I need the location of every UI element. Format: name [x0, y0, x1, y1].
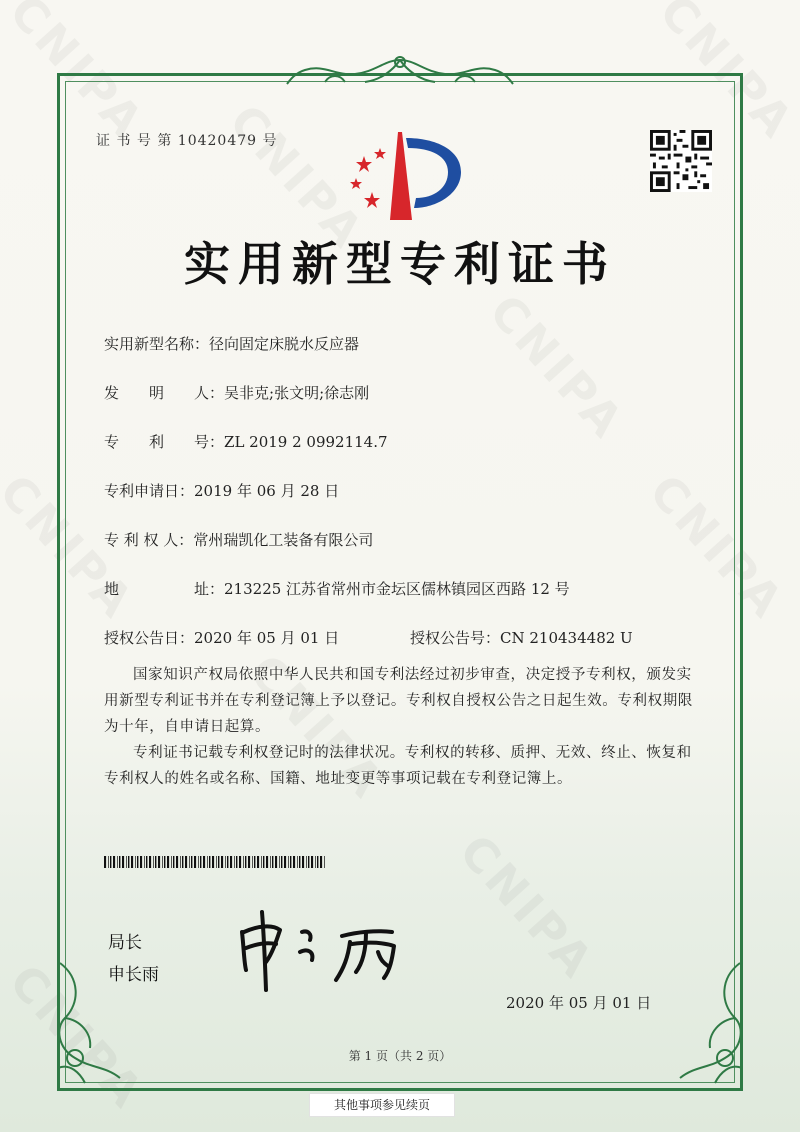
- grant-statement-paragraph: 国家知识产权局依照中华人民共和国专利法经过初步审查，决定授予专利权，颁发实用新型专利证书并在专利登记簿上予以登记。专利权自授权公告之日起生效。专利权期限为十年，自申请日起算。: [104, 667, 693, 735]
- legal-status-paragraph: 专利证书记载专利权登记时的法律状况。专利权的转移、质押、无效、终止、恢复和专利权人的姓名或名称、国籍、地址变更等事项记载在专利登记簿上。: [104, 745, 692, 787]
- bottom-right-ornament-icon: [670, 958, 750, 1088]
- field-value: 2020 年 05 月 01 日: [194, 629, 340, 647]
- signature-icon: [232, 902, 422, 992]
- field-value: 径向固定床脱水反应器: [209, 335, 360, 353]
- field-value: 吴非克;张文明;徐志刚: [224, 384, 370, 402]
- certificate-title: 实用新型专利证书: [184, 237, 616, 291]
- field-announcement-date: [104, 627, 339, 648]
- field-value: 2019 年 06 月 28 日: [194, 482, 340, 500]
- field-patent-number: [104, 431, 388, 452]
- field-label: 授权公告号：: [410, 629, 501, 647]
- field-label: 发 明 人：: [104, 384, 225, 402]
- director-title: 局长: [108, 933, 142, 953]
- continue-note: 其他事项参见续页: [309, 1093, 455, 1117]
- field-label: 专 利 号：: [104, 433, 225, 451]
- field-address: [104, 578, 570, 599]
- field-application-date: [104, 480, 339, 501]
- cnipa-logo-icon: [336, 128, 466, 223]
- sign-date: 2020 年 05 月 01 日: [506, 994, 652, 1012]
- certificate-number: 证 书 号 第 10420479 号: [96, 133, 278, 149]
- qr-code-icon: [650, 130, 712, 192]
- field-label: 专 利 权 人：: [104, 531, 194, 549]
- field-patentee: [104, 529, 373, 550]
- page-number: 第 1 页（共 2 页）: [348, 1049, 452, 1063]
- field-value: 常州瑞凯化工装备有限公司: [193, 531, 374, 549]
- field-label: 地 址：: [104, 580, 225, 598]
- field-label: 授权公告日：: [104, 629, 195, 647]
- director-name: 申长雨: [108, 965, 159, 985]
- top-ornament-icon: [285, 52, 515, 92]
- field-label: 实用新型名称：: [104, 335, 210, 353]
- field-inventors: [104, 382, 369, 403]
- field-utility-model-name: [104, 333, 359, 354]
- barcode-icon: [104, 856, 326, 868]
- field-announcement-number: [410, 627, 633, 648]
- field-value: ZL 2019 2 0992114.7: [224, 433, 388, 451]
- field-value: CN 210434482 U: [500, 629, 633, 647]
- field-label: 专利申请日：: [104, 482, 195, 500]
- field-value: 213225 江苏省常州市金坛区儒林镇园区西路 12 号: [224, 580, 570, 598]
